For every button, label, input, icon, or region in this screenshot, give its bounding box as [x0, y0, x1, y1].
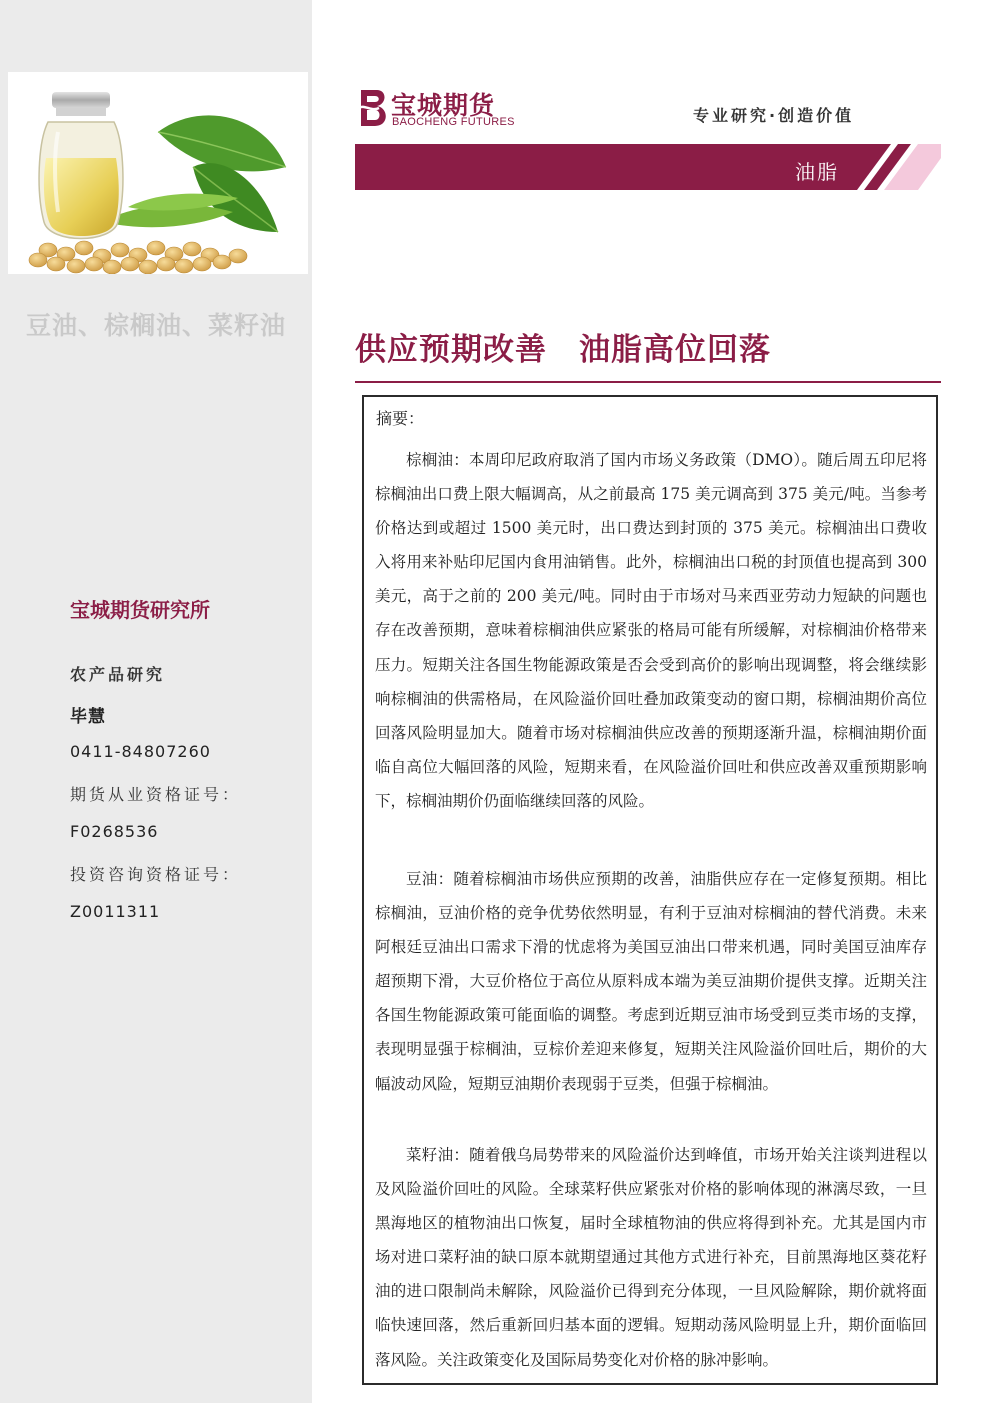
futures-cert-label: 期货从业资格证号： — [70, 785, 242, 804]
rapeseed-oil-paragraph: 菜籽油：随着俄乌局势带来的风险溢价达到峰值，市场开始关注谈判进程以及风险溢价回吐的风险。全球菜籽供应紧张对价格的影响体现的淋漓尽致，一旦黑海地区的植物油出口恢复，届时全球植物油的供应将得到补充。尤其是国内市场对进口菜籽油的缺口原本就期望通过其他方式进行补充，目前黑海地区葵花籽油的进口限制尚未解除，风险溢价已得到充分体现，一旦风险解除，期价就将面临快速回落，然后重新回归基本面的逻辑。短期动荡风险明显上升，期价面临回落风险。关注政策变化及国际局势变化对价格的脉冲影响。 — [375, 1146, 927, 1369]
soybean-oil-paragraph: 豆油：随着棕榈油市场供应预期的改善，油脂供应存在一定修复预期。相比棕榈油，豆油价格的竞争优势依然明显，有利于豆油对棕榈油的替代消费。未来阿根廷豆油出口需求下滑的忧虑将为美国豆油出口带来机遇，同时美国豆油库存超预期下滑，大豆价格位于高位从原料成本端为美豆油期价提供支撑。近期关注各国生物能源政策可能面临的调整。考虑到近期豆油市场受到豆类市场的支撑，表现明显强于棕榈油，豆棕价差迎来修复，短期关注风险溢价回吐后，期价的大幅波动风险，短期豆油期价表现弱于豆类，但强于棕榈油。 — [375, 870, 927, 1093]
futures-cert-number: F0268536 — [70, 822, 159, 841]
logo-text-en: BAOCHENG FUTURES — [392, 116, 515, 128]
logo-mark-icon — [355, 86, 389, 130]
analyst-phone: 0411-84807260 — [70, 742, 211, 761]
sidebar-categories: 豆油、棕榈油、菜籽油 — [25, 311, 286, 340]
oil-jar-illustration — [8, 72, 308, 274]
logo-text-cn: 宝城期货 — [391, 91, 496, 120]
section-label: 油脂 — [795, 160, 839, 184]
sidebar — [0, 0, 312, 1403]
palm-oil-paragraph: 棕榈油：本周印尼政府取消了国内市场义务政策（DMO）。随后周五印尼将棕榈油出口费上限大幅调高，从之前最高 175 美元调高到 375 美元/吨。当参考价格达到或超过 1500 美元时，出口费达到封顶的 375 美元。棕榈油出口费收入将用来补贴印尼国内食用油销售。此外，棕榈油出口税的封顶值也提高到 300 美元，高于之前的 200 美元/吨。同时由于市场对马来西亚劳动力短缺的问题也存在改善预期，意味着棕榈油供应紧张的格局可能有所缓解，对棕榈油价格带来压力。短期关注各国生物能源政策是否会受到高价的影响出现调整，将会继续影响棕榈油的供需格局，在风险溢价回吐叠加政策变动的窗口期，棕榈油期价高位回落风险明显加大。随着市场对棕榈油供应改善的预期逐渐升温，棕榈油期价面临自高位大幅回落的风险，短期来看，在风险溢价回吐和供应改善双重预期影响下，棕榈油期价仍面临继续回落的风险。 — [375, 451, 927, 810]
department: 农产品研究 — [70, 665, 166, 684]
institute-name: 宝城期货研究所 — [70, 598, 210, 622]
banner-stripes — [355, 144, 941, 190]
company-logo — [355, 86, 525, 132]
report-title: 供应预期改善 油脂高位回落 — [355, 332, 771, 368]
summary-heading: 摘要： — [376, 409, 425, 428]
section-banner — [355, 144, 941, 190]
analyst-name: 毕慧 — [70, 707, 106, 727]
advisory-cert-number: Z0011311 — [70, 902, 161, 921]
slogan: 专业研究·创造价值 — [693, 106, 855, 125]
advisory-cert-label: 投资咨询资格证号： — [70, 865, 242, 884]
oil-soybean-image — [8, 72, 308, 274]
title-divider — [355, 381, 941, 383]
